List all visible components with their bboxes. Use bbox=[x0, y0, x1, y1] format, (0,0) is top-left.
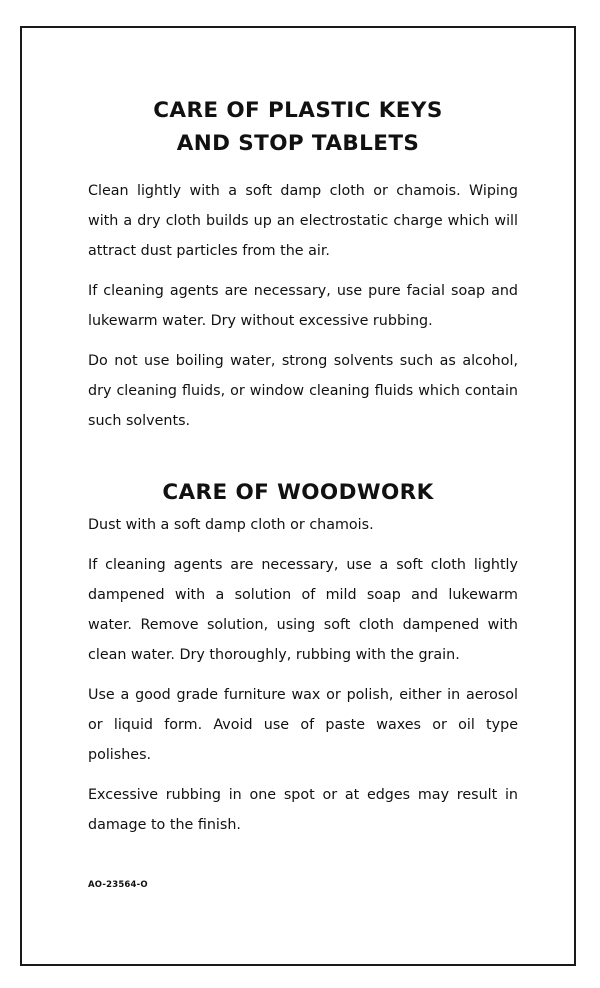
plastic-keys-section bbox=[88, 176, 518, 446]
wood-paragraph-cleaning-agents: If cleaning agents are necessary, use a soft cloth lightly dampened with a solution of mild soap and lukewarm water. Remove solution, using soft cloth dampened with clean water. Dry thoroughly, rubbing with the grain. bbox=[88, 557, 518, 663]
plastic-paragraph-warning: Do not use boiling water, strong solvents such as alcohol, dry cleaning fluids, or window cleaning fluids which contain such solvents. bbox=[88, 353, 518, 429]
plastic-paragraph-cleaning-agents: If cleaning agents are necessary, use pure facial soap and lukewarm water. Dry without excessive rubbing. bbox=[88, 283, 518, 329]
wood-paragraph-rubbing-warning: Excessive rubbing in one spot or at edges may result in damage to the finish. bbox=[88, 787, 518, 833]
document-code: AO-23564-O bbox=[88, 880, 148, 890]
woodwork-heading: CARE OF WOODWORK bbox=[162, 480, 434, 505]
woodwork-section bbox=[88, 510, 518, 850]
plastic-keys-heading bbox=[22, 94, 574, 160]
plastic-keys-title-line1: CARE OF PLASTIC KEYS bbox=[153, 98, 443, 123]
wood-paragraph-dust: Dust with a soft damp cloth or chamois. bbox=[88, 517, 374, 533]
wood-paragraph-wax: Use a good grade furniture wax or polish, either in aerosol or liquid form. Avoid use of paste waxes or oil type polishes. bbox=[88, 687, 518, 763]
plastic-keys-title-line2: AND STOP TABLETS bbox=[176, 131, 420, 156]
care-instructions-card bbox=[20, 26, 576, 966]
plastic-paragraph-clean: Clean lightly with a soft damp cloth or chamois. Wiping with a dry cloth builds up an electrostatic charge which will attract dust particles from the air. bbox=[88, 183, 518, 259]
